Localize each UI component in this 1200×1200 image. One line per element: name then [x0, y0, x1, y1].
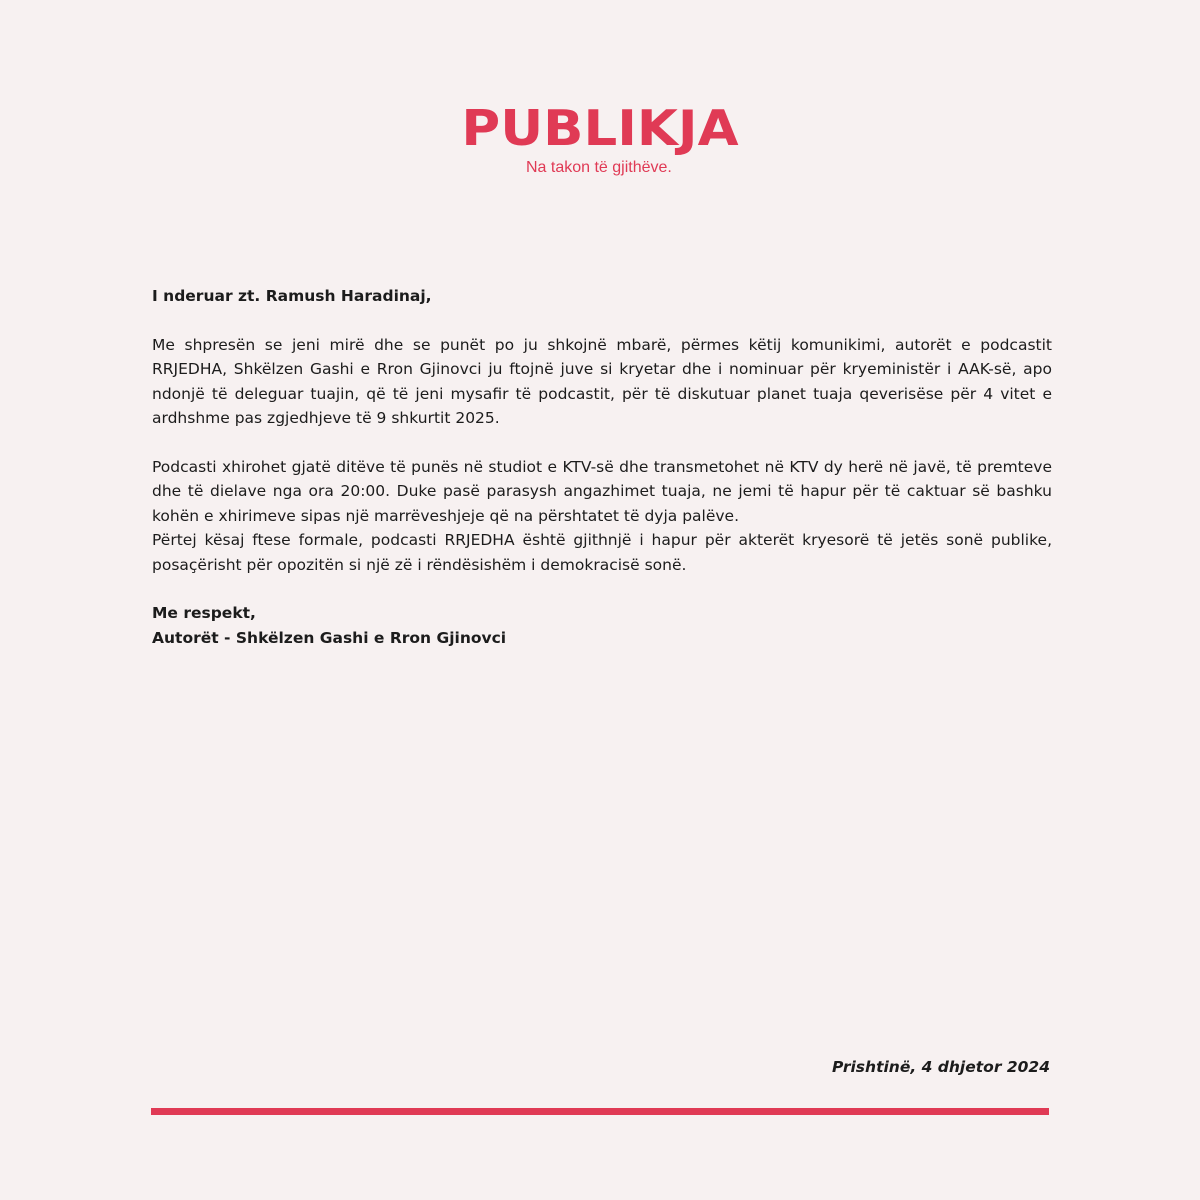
- letter-closing: Me respekt,: [152, 604, 256, 622]
- footer-divider: [151, 1108, 1049, 1115]
- letter-paragraph-3: Përtej kësaj ftese formale, podcasti RRJEDHA është gjithnjë i hapur për akterët kryesorë të jetës sonë publike, posaçërisht për opozitën si një zë i rëndësishëm i demokracisë sonë.: [152, 531, 1052, 574]
- logo-tagline: Na takon të gjithëve.: [526, 159, 672, 176]
- publikja-logo: [0, 100, 1200, 176]
- letter-body: [152, 284, 1052, 650]
- letter-paragraph-1: Me shpresën se jeni mirë dhe se punët po ju shkojnë mbarë, përmes këtij komunikimi, autorët e podcastit RRJEDHA, Shkëlzen Gashi e Rron Gjinovci ju ftojnë juve si kryetar dhe i nominuar për kryeministër i AAK-së, apo ndonjë të deleguar tuajin, që të jeni mysafir të podcastit, për të diskutuar planet tuaja qeverisëse për 4 vitet e ardhshme pas zgjedhjeve të 9 shkurtit 2025.: [152, 335, 1052, 427]
- logo-wordmark: PUBLIKJA: [461, 100, 739, 157]
- letter-paragraph-2: Podcasti xhirohet gjatë ditëve të punës në studiot e KTV-së dhe transmetohet në KTV dy herë në javë, të premteve dhe të dielave nga ora 20:00. Duke pasë parasysh angazhimet tuaja, ne jemi të hapur për të caktuar së bashku kohën e xhirimeve sipas një marrëveshjeje që na përshtatet të dyja palëve.: [152, 457, 1052, 525]
- letter-signature: Autorët - Shkëlzen Gashi e Rron Gjinovci: [152, 628, 507, 647]
- place-date: Prishtinë, 4 dhjetor 2024: [831, 1058, 1050, 1076]
- letter-salutation: I nderuar zt. Ramush Haradinaj,: [152, 287, 432, 305]
